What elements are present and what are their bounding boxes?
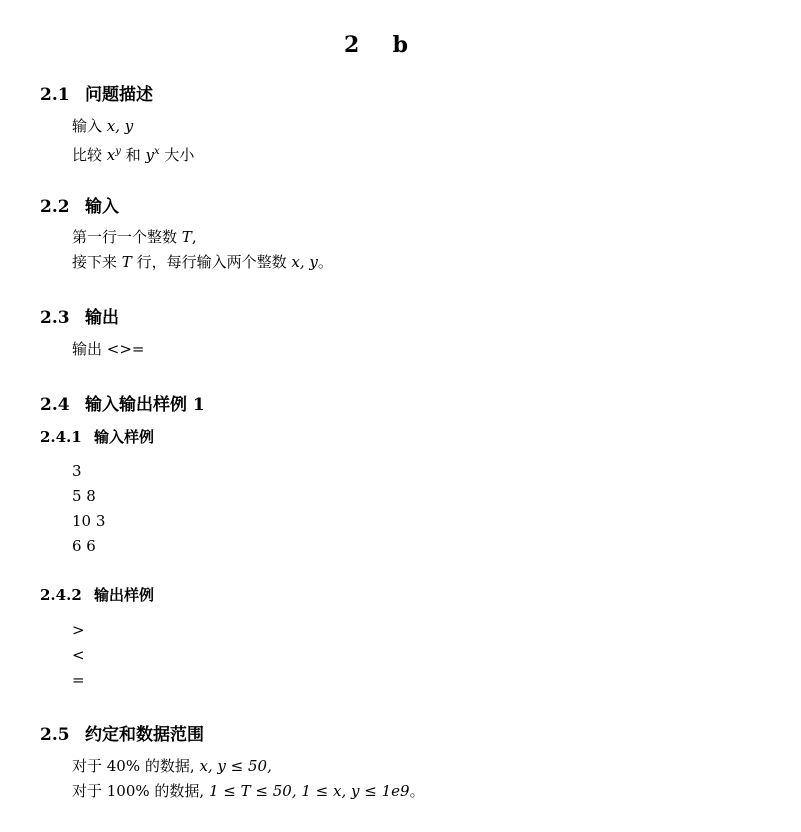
heading-2-4-1 xyxy=(40,426,154,447)
sample-input-line: 10 3 xyxy=(72,512,106,530)
text: 和 xyxy=(125,146,141,164)
desc-line-2 xyxy=(72,139,194,168)
text: 接下来 xyxy=(72,253,118,271)
heading-2-2 xyxy=(40,192,119,217)
input-description xyxy=(72,225,333,275)
heading-text: 输入输出样例 1 xyxy=(85,395,205,415)
math: 1 ≤ T ≤ 50, 1 ≤ x, y ≤ 1e9 xyxy=(208,782,410,800)
math: T xyxy=(121,253,132,271)
sample-input-line: 3 xyxy=(72,462,82,480)
math: T xyxy=(181,228,192,246)
text: 行，每行输入两个整数 xyxy=(136,253,287,271)
heading-number: 2.4 xyxy=(40,395,70,415)
text: 输出 xyxy=(72,340,103,358)
math: y xyxy=(145,146,154,164)
text: 。 xyxy=(317,253,333,271)
math-sup: x xyxy=(153,146,160,157)
sample-output-line: > xyxy=(72,621,85,639)
sample-input-line: 5 8 xyxy=(72,487,96,505)
math: x, y xyxy=(106,117,134,135)
heading-text: 输入 xyxy=(85,197,119,217)
math: x, y ≤ 50, xyxy=(199,757,272,775)
heading-number: 2.4.2 xyxy=(40,586,82,604)
heading-number: 2.1 xyxy=(40,85,70,105)
heading-number: 2.5 xyxy=(40,725,70,745)
heading-text: 输出样例 xyxy=(94,586,155,604)
heading-text: 问题描述 xyxy=(85,85,153,105)
heading-2-4-2 xyxy=(40,584,154,605)
math: x xyxy=(106,146,116,164)
text: 对于 40% 的数据, xyxy=(72,757,195,775)
heading-2-1 xyxy=(40,80,153,105)
output-description xyxy=(72,337,145,362)
heading-text: 约定和数据范围 xyxy=(85,725,204,745)
input-line-2 xyxy=(72,250,333,275)
math: x, y xyxy=(291,253,318,271)
heading-number: 2.2 xyxy=(40,197,70,217)
text: 大小 xyxy=(164,146,195,164)
heading-number: 2.3 xyxy=(40,308,70,328)
text: 对于 100% 的数据, xyxy=(72,782,205,800)
constraint-line-1 xyxy=(72,754,425,779)
section-number: 2 xyxy=(344,32,360,58)
heading-2-5 xyxy=(40,720,204,745)
heading-2-4 xyxy=(40,390,205,415)
text: 输入 xyxy=(72,117,103,135)
text: 。 xyxy=(409,782,425,800)
sample-output-line: < xyxy=(72,646,85,664)
heading-text: 输出 xyxy=(85,308,119,328)
problem-description xyxy=(72,114,194,168)
section-title xyxy=(344,32,408,58)
text: 第一行一个整数 xyxy=(72,228,178,246)
math: <>= xyxy=(106,340,145,358)
sample-input xyxy=(72,459,105,559)
heading-2-3 xyxy=(40,303,119,328)
desc-line-1 xyxy=(72,114,194,139)
heading-number: 2.4.1 xyxy=(40,428,82,446)
text: , xyxy=(191,228,197,246)
constraint-line-2 xyxy=(72,779,425,804)
constraints xyxy=(72,754,425,804)
section-name: b xyxy=(392,32,409,58)
sample-output xyxy=(72,618,85,693)
sample-output-line: = xyxy=(72,671,85,689)
math-sup: y xyxy=(115,146,121,157)
text: 比较 xyxy=(72,146,103,164)
heading-text: 输入样例 xyxy=(94,428,155,446)
input-line-1 xyxy=(72,225,333,250)
sample-input-line: 6 6 xyxy=(72,537,96,555)
